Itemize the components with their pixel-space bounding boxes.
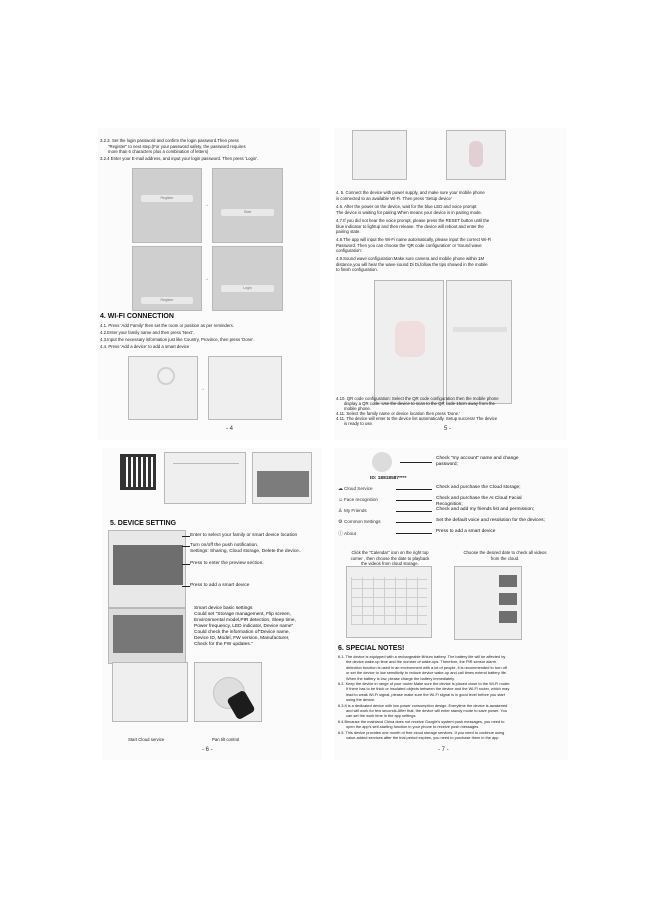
- step-line: more than 6 characters plus a combination of letters): [108, 149, 209, 154]
- qr-step: display a QR code. Use the device to scan to the QR code 15cm away from the: [344, 401, 495, 406]
- menu-item[interactable]: [338, 486, 373, 492]
- note-line: 6.3.It is a dedicated device with low power consumption design. Everytime the device is awakened: [338, 702, 508, 708]
- calendar-right-note: Choose the desired date to check all videos from the cloud.: [463, 550, 547, 561]
- callout-line: [396, 511, 432, 512]
- calendar-left-note: Click the "Calendar" icon on the right top corner , then choose the date to playback the videos from cloud storage.: [350, 550, 430, 567]
- setup-step: 4.8.The app will input the Wi-Fi name automatically, please input the correct Wi-Fi Password. Then you can choose the 'QR code configuration' or 'Sound wave configuration'.: [336, 237, 492, 254]
- cloud-icon: ☁: [338, 486, 343, 492]
- note-line: If there has to be thick or insulated objects between the device and the Wi-Fi router, which may: [346, 686, 510, 692]
- wifi-step: 4.1. Press 'Add Family' then set the room or position as per reminders.: [100, 323, 234, 328]
- callout-line: [182, 536, 190, 537]
- step-line: "Register" to next step.(For your password safety, the password requires: [108, 143, 246, 149]
- note-line: 6.4.Because the mainland China does not receive Google's system push messages, you need to: [338, 718, 505, 724]
- note-line: open the app's self-starting function in your phone to receive push messages.: [346, 724, 480, 730]
- login-screenshot: [212, 246, 283, 311]
- avatar: [372, 452, 392, 472]
- register-screenshot: [132, 168, 202, 243]
- qr-step: mobile phone.: [344, 406, 371, 411]
- note-line: the device wake-up time and the number of wake-ups. Therefore, the PIR sensor alarm: [346, 659, 497, 665]
- manual-page-bottom-left: [102, 448, 322, 760]
- callout-line: [182, 564, 190, 565]
- note-line: value-added services after the trial period expires, you need to purchase them in the app.: [346, 735, 500, 740]
- pairing-screenshot: [446, 130, 506, 180]
- special-notes-title: 6. SPECIAL NOTES!: [338, 645, 405, 652]
- cloud-service-screenshot: [112, 662, 188, 722]
- annotation: Settings: Sharing, Cloud storage, Delete the device..: [190, 549, 302, 554]
- callout-line: [396, 489, 432, 490]
- callout-line: [396, 522, 432, 523]
- arrow-right-icon: →: [204, 202, 209, 208]
- menu-item[interactable]: [338, 508, 367, 514]
- start-screenshot: [212, 168, 283, 243]
- note-line: using the device.: [346, 697, 376, 703]
- note-line: When the battery is low, please charge the battery immediately.: [346, 675, 455, 681]
- pan-tilt-screenshot: [194, 662, 262, 722]
- sound-wave-screenshot: [374, 280, 444, 404]
- note-line: can set the work time in the app settings.: [346, 713, 417, 719]
- device-home-screenshot: [252, 452, 312, 504]
- account-note: Check "my account" name and change password;: [436, 456, 519, 467]
- menu-note: Check and add my friends list and permission;: [436, 507, 535, 512]
- menu-note: Set the default voice and resolution for the devices;: [436, 518, 545, 523]
- setup-step: 4. 5. Connect the device with power supply, and make sure your mobile phone is connected to an available Wi-Fi. Then press 'Setup device': [336, 190, 485, 201]
- wifi-step: 4.2.Enter your family name and then press 'Next'.: [100, 330, 194, 335]
- menu-item[interactable]: [338, 519, 381, 525]
- setup-device-screenshot: [352, 130, 407, 180]
- cloud-video-list-screenshot: [454, 566, 522, 640]
- annotation: Enter to select your family or smart device location: [190, 533, 298, 538]
- menu-item-label: Face recognition: [344, 497, 378, 502]
- manual-page-bottom-right: [334, 448, 568, 760]
- menu-note: Check and purchase the AI Cloud Facial Recognition;: [436, 496, 522, 507]
- manual-page-top-left: [98, 128, 320, 440]
- wifi-input-image: [453, 327, 507, 332]
- video-thumb-image: [499, 593, 517, 605]
- note-line: detection function is used in an environment with a lot of people, it is recommended to turn off: [346, 664, 507, 670]
- callout-line: [400, 462, 432, 463]
- callout-line: [396, 533, 432, 534]
- menu-item-label: Cloud Service: [344, 486, 373, 491]
- page-number: 5 -: [444, 426, 452, 432]
- wifi-step: 4.3.Input the necessary information just like Country, Province, then press 'Done'.: [100, 337, 255, 342]
- caption: Start Cloud service: [128, 737, 165, 742]
- menu-item[interactable]: [338, 530, 356, 537]
- menu-item[interactable]: [338, 497, 378, 503]
- calendar-grid: [351, 577, 427, 625]
- loading-circle-image: [157, 367, 175, 385]
- wifi-step: 4.4. Press 'Add a device' to add a smart device: [100, 344, 190, 349]
- callout-line: [182, 546, 190, 547]
- add-device-screenshot: [128, 356, 198, 420]
- basic-settings-text: Smart device basic settings Could set "Storage management, Flip screen, Environmental model,PIR detection, Sleep time, Power frequency, LED indicator, Device name" Could check the information of"Device name, Device ID, Model, FW version, Manufacturer, Check for the FW updates.": [194, 606, 296, 647]
- setup-step: 4.6. After the power on the device, wait for the blue LED and voice prompt The device is waiting for pairing.When means your device is in pairing mode.: [336, 204, 482, 215]
- page-number: - 4: [226, 426, 234, 432]
- video-thumb-image: [499, 611, 517, 623]
- device-list-phone-screenshot: [108, 530, 186, 608]
- friends-icon: ♙: [338, 508, 343, 514]
- callout-line: [396, 500, 432, 501]
- setup-step: 4.7.If you did not hear the voice prompt, please press the RESET button until the blue indicator to lightup and then release. The device will reboot and enter the pairing state.: [336, 218, 490, 235]
- house-photo-image: [113, 615, 183, 653]
- qr-config-screenshot: [446, 280, 512, 404]
- pairing-progress-screenshot: [164, 452, 246, 504]
- note-line: 6.1. The device is equipped with a rechargeable lithium battery. The battery life will be affected by: [338, 654, 506, 659]
- note-line: 6.5. This device provides one month of free cloud storage services. If you need to continue using: [338, 729, 505, 735]
- annotation: Turn on/off the push notification.: [190, 543, 259, 548]
- user-id: ID: 18818587****: [370, 476, 407, 481]
- progress-dots-image: [173, 463, 239, 472]
- caption: Pan tilt control: [212, 737, 240, 742]
- menu-note: Check and purchase the Cloud storage;: [436, 485, 521, 490]
- calendar-screenshot: [346, 566, 432, 638]
- page-number: - 6 -: [202, 747, 213, 753]
- manual-page-top-right: [334, 128, 566, 440]
- menu-item-label: About: [344, 531, 357, 536]
- note-line: 6.2. Keep the device in range of your router.Make sure the device is placed close to the Wi-Fi router.: [338, 681, 511, 686]
- hands-image: [395, 321, 425, 357]
- page-number: - 7 -: [438, 747, 449, 753]
- setup-step: 4.9.Sound wave configuration:Make sure camera and mobile phone within 1M distance,you will hear the wave sound Di Di,follow the tips showed in the mobile to finish configuration.: [336, 256, 488, 273]
- house-photo-image: [257, 471, 309, 497]
- face-icon: ☺: [338, 497, 344, 503]
- settings-icon: ⚙: [338, 519, 343, 525]
- device-image: [469, 141, 483, 167]
- device-setting-title: 5. DEVICE SETTING: [110, 520, 177, 527]
- arrow-right-icon: →: [200, 386, 205, 392]
- menu-note: Press to add a smart device: [436, 529, 496, 534]
- qr-step: 4.11. The device will enter to the device list automatically. Setup success! The device: [336, 416, 498, 421]
- login-button-image: Login: [221, 285, 273, 292]
- wifi-section-title: 4. WI-FI CONNECTION: [100, 313, 174, 320]
- step-line: 3.2.3. Set the login password and confirm the login password.Then press: [100, 138, 239, 143]
- annotation: Press to add a smart device: [190, 583, 250, 588]
- video-thumb-image: [499, 575, 517, 587]
- qr-step: is ready to use.: [344, 421, 374, 426]
- menu-item-label: My Friends: [344, 508, 367, 513]
- callout-line: [182, 586, 190, 587]
- start-button-image: Start: [221, 209, 273, 216]
- arrow-right-icon: →: [204, 276, 209, 282]
- device-list-screenshot: [208, 356, 282, 420]
- annotation: Press to enter the preview section.: [190, 561, 264, 566]
- register-button-image: Register: [141, 195, 193, 202]
- device-settings-screenshot: [108, 608, 186, 664]
- qr-step: 4.11. Select the family name or device location then press 'Done.': [336, 411, 461, 416]
- qr-code-image: [120, 454, 156, 490]
- note-line: or set the device to low sensitivity to reduce device wake-up and call times extend battery life.: [346, 670, 507, 676]
- register-button-image: Register: [141, 297, 193, 304]
- step-line: 3.2.4 Enter your E-mail address, and input your login password. Then press 'Login'.: [100, 156, 259, 161]
- qr-step: 4.10. QR code configuration: Select the QR code configuration then the mobile phone: [336, 396, 499, 401]
- about-icon: ⓘ: [338, 531, 344, 537]
- camera-preview-image: [113, 545, 183, 585]
- note-line: lead to weak Wi-Fi signal, please make sure the Wi-Fi signal is in good level before you start: [346, 691, 505, 697]
- note-line: and will work for few seconds.After that, the device will enter standy mode to save power. You: [346, 708, 507, 713]
- email-screenshot: [132, 246, 202, 311]
- menu-item-label: Common Settings: [344, 519, 381, 524]
